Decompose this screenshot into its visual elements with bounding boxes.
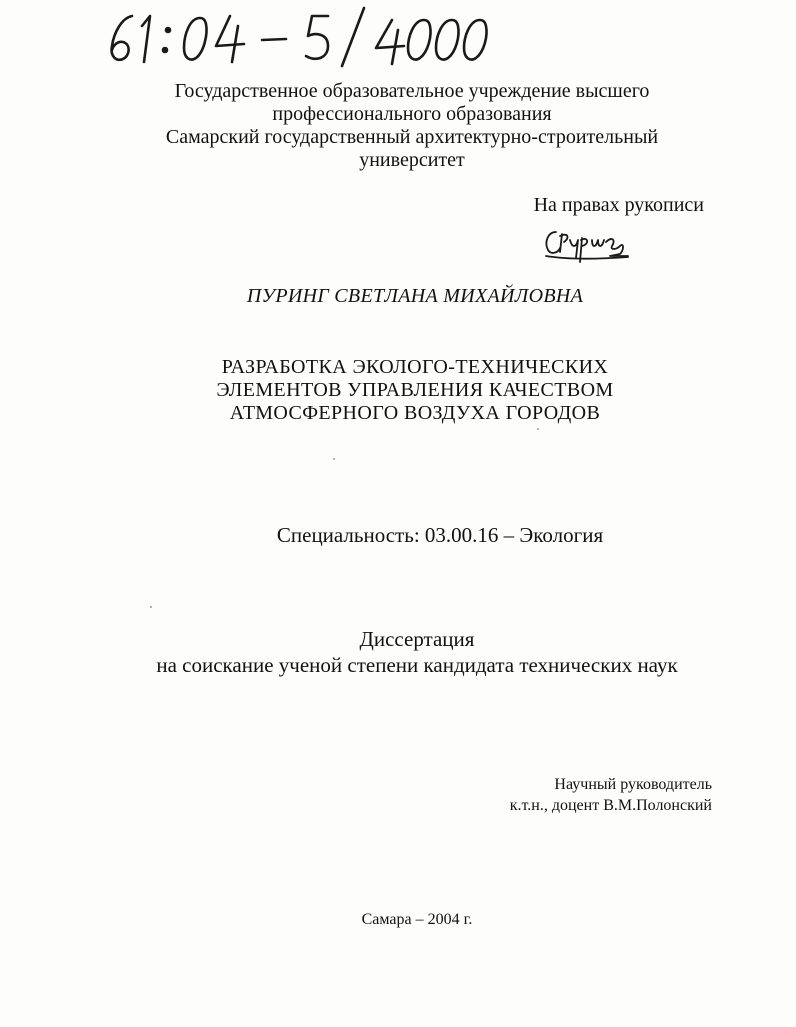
degree-type: Диссертация <box>359 627 475 651</box>
scan-speck <box>150 606 152 608</box>
supervisor-block <box>430 774 712 816</box>
institution-line: Самарский государственный архитектурно-строительный <box>165 126 659 148</box>
author-signature <box>540 222 630 266</box>
title-line: АТМОСФЕРНОГО ВОЗДУХА ГОРОДОВ <box>229 402 601 424</box>
archive-code-handwritten <box>102 4 502 70</box>
scan-speck <box>537 428 539 430</box>
manuscript-note: На правах рукописи <box>533 194 704 216</box>
author-name: ПУРИНГ СВЕТЛАНА МИХАЙЛОВНА <box>246 285 584 307</box>
institution-line: профессионального образования <box>272 103 552 125</box>
dissertation-title <box>130 356 700 425</box>
supervisor-name: к.т.н., доцент В.М.Полонский <box>509 797 712 814</box>
scan-speck <box>333 458 335 460</box>
title-line: РАЗРАБОТКА ЭКОЛОГО-ТЕХНИЧЕСКИХ <box>221 356 609 378</box>
institution-block <box>120 80 704 172</box>
specialty: Специальность: 03.00.16 – Экология <box>276 523 604 547</box>
city-year: Самара – 2004 г. <box>361 911 473 928</box>
institution-line: Государственное образовательное учреждение высшего <box>174 80 650 102</box>
title-line: ЭЛЕМЕНТОВ УПРАВЛЕНИЯ КАЧЕСТВОМ <box>216 379 614 401</box>
degree-block <box>80 626 754 678</box>
institution-line: университет <box>359 149 465 171</box>
supervisor-label: Научный руководитель <box>554 776 712 793</box>
degree-purpose: на соискание ученой степени кандидата технических наук <box>156 653 678 677</box>
